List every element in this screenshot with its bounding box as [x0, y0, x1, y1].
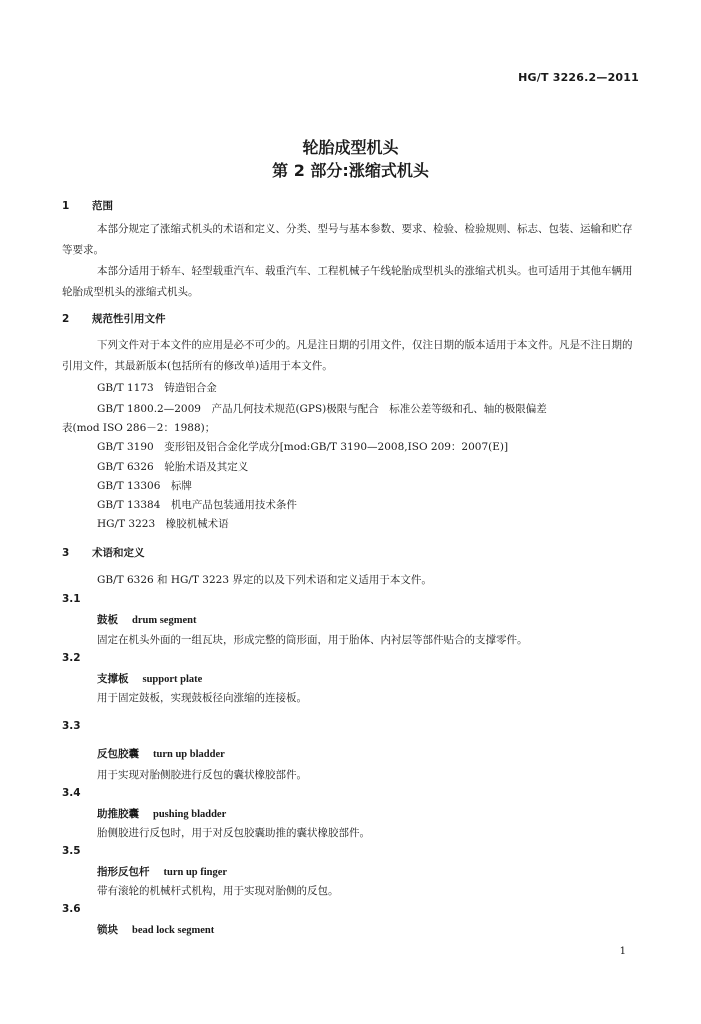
- section-heading-scope: [62, 198, 113, 213]
- term-english: turn up finger: [163, 867, 228, 878]
- reference-item: GB/T 13306 标牌: [97, 480, 192, 492]
- term-entry: [97, 671, 202, 686]
- term-entry: [97, 746, 225, 761]
- paragraph: GB/T 6326 和 HG/T 3223 界定的以及下列术语和定义适用于本文件。: [97, 574, 432, 586]
- section-number: 3: [62, 547, 70, 559]
- document-title: 轮胎成型机头: [302, 138, 399, 157]
- term-english: bead lock segment: [132, 925, 215, 936]
- section-heading-terms: [62, 545, 145, 560]
- standard-code: HG/T 3226.2—2011: [518, 71, 639, 84]
- page-number: 1: [619, 946, 626, 957]
- term-definition: 胎侧胶进行反包时，用于对反包胶囊助推的囊状橡胶部件。: [97, 827, 370, 839]
- term-chinese: 反包胶囊: [97, 748, 139, 760]
- paragraph: 本部分规定了涨缩式机头的术语和定义、分类、型号与基本参数、要求、检验、检验规则、标志、包装、运输和贮存等要求。: [62, 223, 633, 256]
- section-number: 2: [62, 313, 70, 325]
- reference-item: GB/T 1173 铸造铝合金: [97, 382, 217, 394]
- reference-item: GB/T 1800.2—2009 产品几何技术规范(GPS)极限与配合 标准公差等级和孔、轴的极限偏差: [97, 403, 547, 415]
- term-entry: [97, 612, 196, 627]
- term-definition: 固定在机头外面的一组瓦块，形成完整的筒形面，用于胎体、内衬层等部件贴合的支撑零件。: [97, 634, 528, 646]
- reference-item: 表(mod ISO 286－2：1988)；: [62, 422, 216, 434]
- term-entry: [97, 922, 214, 937]
- reference-item: HG/T 3223 橡胶机械术语: [97, 518, 229, 530]
- term-definition: 带有滚轮的机械杆式机构，用于实现对胎侧的反包。: [97, 885, 339, 897]
- section-heading-normative-references: [62, 311, 166, 326]
- term-entry: [97, 806, 226, 821]
- term-number: 3.3: [62, 720, 81, 732]
- term-number: 3.4: [62, 787, 81, 799]
- reference-item: GB/T 13384 机电产品包装通用技术条件: [97, 499, 297, 511]
- term-definition: 用于实现对胎侧胶进行反包的囊状橡胶部件。: [97, 769, 307, 781]
- paragraph: 本部分适用于轿车、轻型载重汽车、载重汽车、工程机械子午线轮胎成型机头的涨缩式机头。也可适用于其他车辆用轮胎成型机头的涨缩式机头。: [62, 265, 633, 298]
- section-title: 范围: [92, 200, 113, 212]
- term-entry: [97, 864, 227, 879]
- term-chinese: 鼓板: [97, 614, 118, 626]
- term-number: 3.5: [62, 845, 81, 857]
- term-chinese: 助推胶囊: [97, 808, 139, 820]
- section-title: 规范性引用文件: [92, 313, 166, 325]
- term-english: support plate: [142, 674, 203, 685]
- paragraph: 下列文件对于本文件的应用是必不可少的。凡是注日期的引用文件，仅注日期的版本适用于本文件。凡是不注日期的引用文件，其最新版本(包括所有的修改单)适用于本文件。: [62, 339, 633, 372]
- term-chinese: 支撑板: [97, 673, 129, 685]
- term-english: turn up bladder: [153, 749, 225, 760]
- term-definition: 用于固定鼓板，实现鼓板径向涨缩的连接板。: [97, 692, 307, 704]
- term-number: 3.6: [62, 903, 81, 915]
- section-title: 术语和定义: [92, 547, 145, 559]
- term-english: pushing bladder: [153, 809, 227, 820]
- term-number: 3.1: [62, 593, 81, 605]
- term-chinese: 锁块: [97, 924, 118, 936]
- reference-item: GB/T 3190 变形铝及铝合金化学成分[mod:GB/T 3190—2008,ISO 209：2007(E)]: [97, 441, 509, 453]
- reference-item: GB/T 6326 轮胎术语及其定义: [97, 461, 249, 473]
- term-chinese: 指形反包杆: [97, 866, 150, 878]
- term-english: drum segment: [132, 615, 197, 626]
- term-number: 3.2: [62, 652, 81, 664]
- document-subtitle: 第 2 部分:涨缩式机头: [272, 161, 429, 180]
- section-number: 1: [62, 200, 70, 212]
